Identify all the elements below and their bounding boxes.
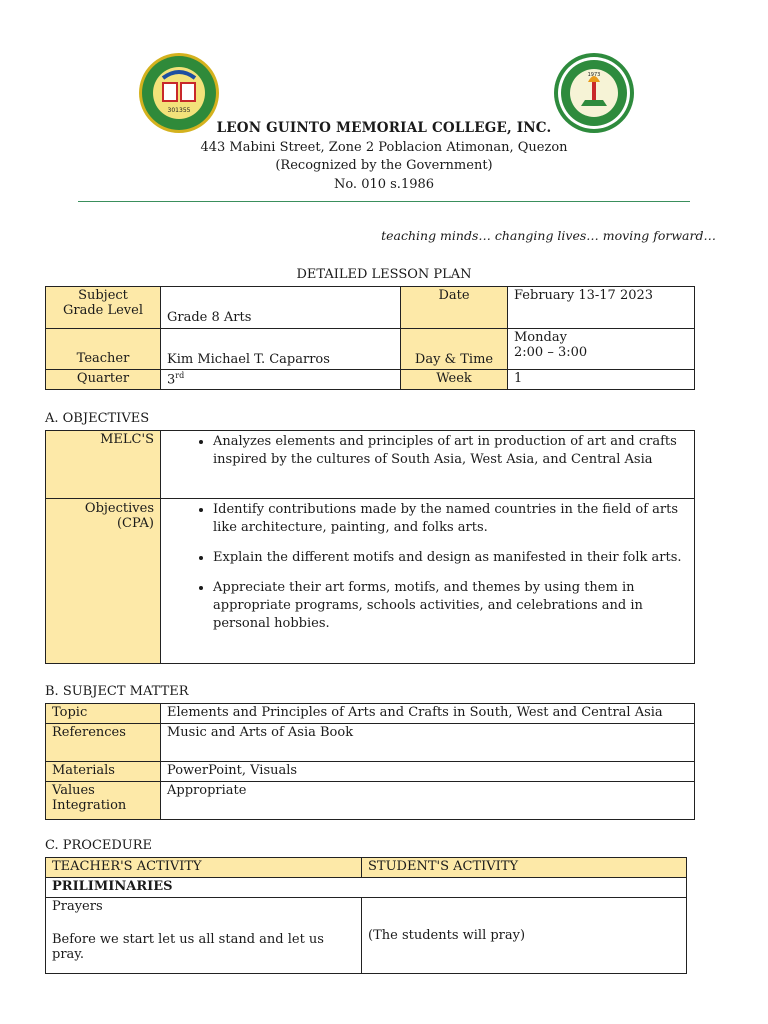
teacher-value-cell: Kim Michael T. Caparros <box>161 329 401 370</box>
teacher-activity-header: TEACHER'S ACTIVITY <box>46 858 362 878</box>
college-address: 443 Mabini Street, Zone 2 Poblacion Atimonan, Quezon <box>200 140 568 155</box>
date-label-cell: Date <box>401 287 508 329</box>
materials-label-cell: Materials <box>46 762 161 782</box>
teacher-activity-cell: Prayers Before we start let us all stand and let us pray. <box>46 898 362 974</box>
subject-matter-table <box>45 703 695 820</box>
objectives-table <box>45 430 695 664</box>
student-activity-cell: (The students will pray) <box>362 898 687 974</box>
melc-label-cell: MELC'S <box>46 431 161 499</box>
materials-value-cell: PowerPoint, Visuals <box>161 762 695 782</box>
subject-grade-label-cell: Subject Grade Level <box>46 287 161 329</box>
subject-value-cell: Grade 8 Arts <box>161 287 401 329</box>
college-number: No. 010 s.1986 <box>333 177 435 192</box>
objective-item: • Appreciate their art forms, motifs, and themes by using them in appropriate programs, schools activities, and celebrations and in personal hobbies. <box>213 579 688 633</box>
document-title: DETAILED LESSON PLAN <box>296 267 472 282</box>
subject-matter-heading: B. SUBJECT MATTER <box>45 684 189 699</box>
student-activity-header: STUDENT'S ACTIVITY <box>362 858 687 878</box>
teacher-label-cell: Teacher <box>46 329 161 370</box>
objectives-label-cell: Objectives (CPA) <box>46 499 161 664</box>
values-value-cell: Appropriate <box>161 782 695 820</box>
melc-content-cell <box>161 431 695 499</box>
quarter-label-cell: Quarter <box>46 370 161 390</box>
week-value-cell: 1 <box>508 370 695 390</box>
references-label-cell: References <box>46 724 161 762</box>
preliminaries-row: PRILIMINARIES <box>46 878 687 898</box>
values-label-cell: Values Integration <box>46 782 161 820</box>
objectives-heading: A. OBJECTIVES <box>45 411 150 426</box>
lesson-info-table <box>45 286 695 390</box>
week-label-cell: Week <box>401 370 508 390</box>
objectives-content-cell <box>161 499 695 664</box>
melc-item: • Analyzes elements and principles of art in production of art and crafts inspired by the cultures of South Asia, West Asia, and Central Asia <box>213 433 688 469</box>
college-recognition: (Recognized by the Government) <box>275 158 493 173</box>
quarter-value-cell: 3rd <box>161 370 401 390</box>
daytime-label-cell: Day & Time <box>401 329 508 370</box>
procedure-heading: C. PROCEDURE <box>45 838 153 853</box>
melc-list <box>167 433 688 469</box>
references-value-cell: Music and Arts of Asia Book <box>161 724 695 762</box>
college-tagline: teaching minds… changing lives… moving forward… <box>381 228 716 243</box>
svg-text:301355: 301355 <box>167 107 191 114</box>
topic-value-cell: Elements and Principles of Arts and Crafts in South, West and Central Asia <box>161 704 695 724</box>
objective-item: • Identify contributions made by the named countries in the field of arts like architecture, painting, and folks arts. <box>213 501 688 537</box>
date-value-cell: February 13-17 2023 <box>508 287 695 329</box>
daytime-value-cell: Monday 2:00 – 3:00 <box>508 329 695 370</box>
objectives-list <box>167 501 688 633</box>
objective-item: • Explain the different motifs and design as manifested in their folk arts. <box>213 549 688 567</box>
procedure-table <box>45 857 687 974</box>
college-name: LEON GUINTO MEMORIAL COLLEGE, INC. <box>216 120 552 136</box>
header-divider <box>78 201 690 202</box>
topic-label-cell: Topic <box>46 704 161 724</box>
svg-text:1973: 1973 <box>587 72 601 78</box>
